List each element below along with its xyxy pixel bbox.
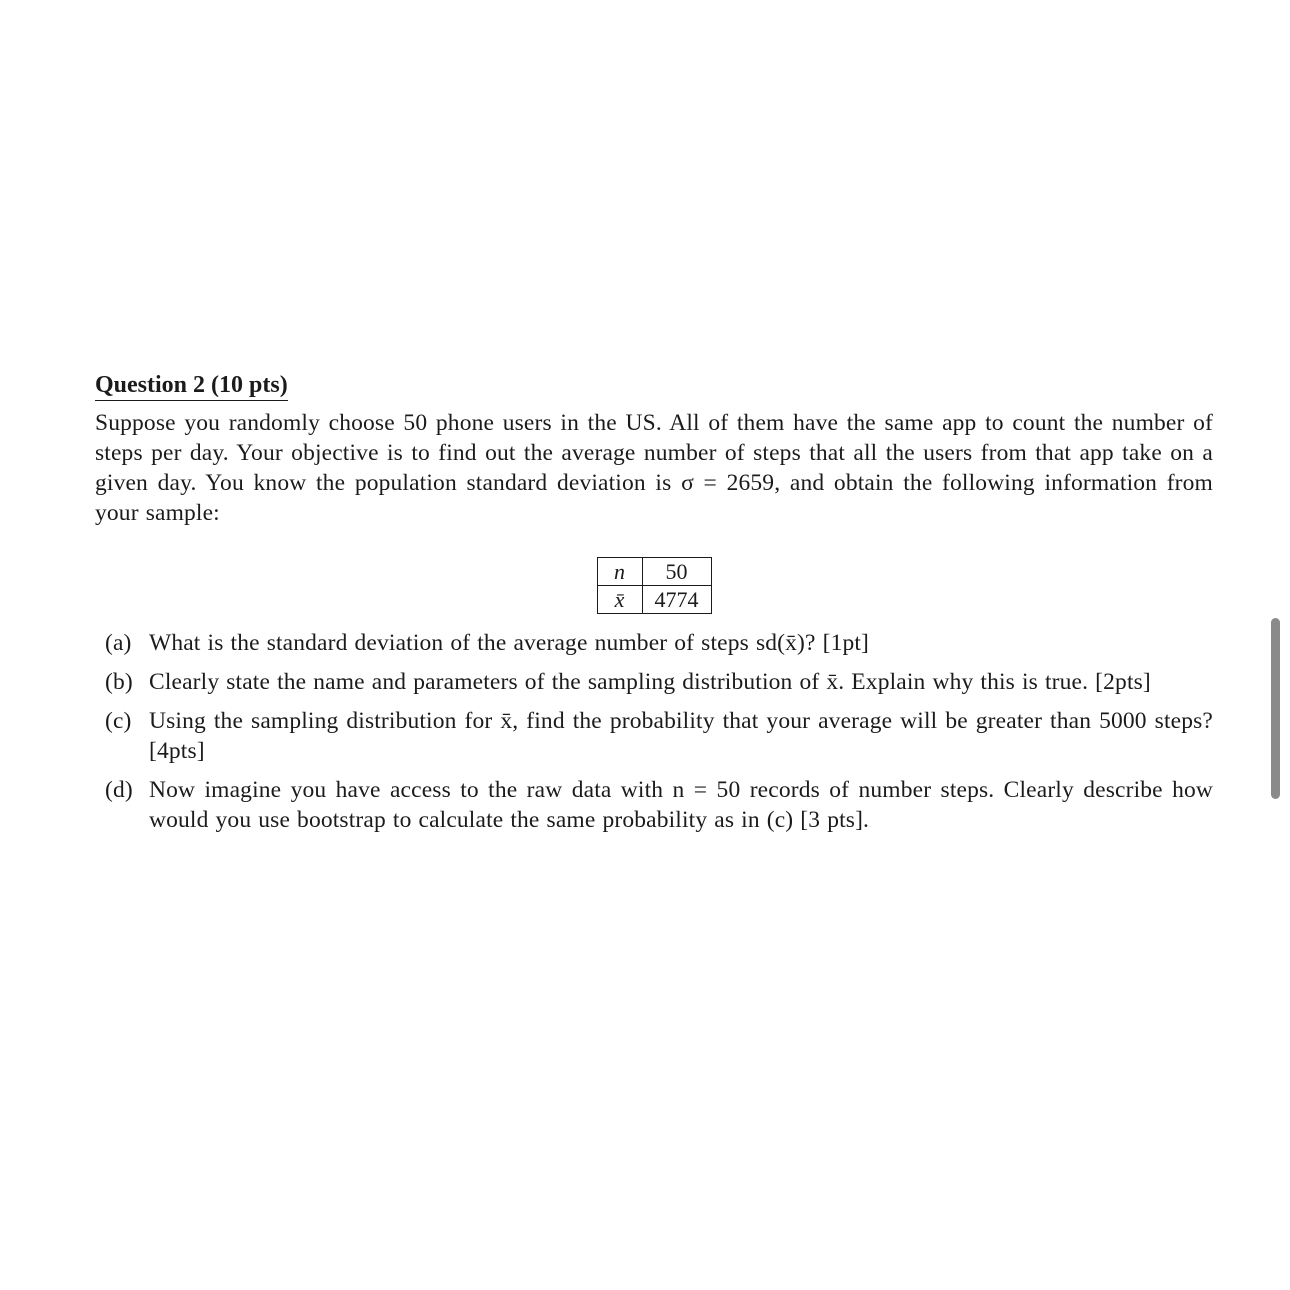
question-parts [95, 628, 1213, 835]
table-label-n: n [597, 558, 642, 586]
table-value-xbar: 4774 [642, 586, 711, 614]
part-marker-b: (b) [105, 669, 133, 695]
question-intro: Suppose you randomly choose 50 phone users in the US. All of them have the same app to count the number of steps per day. Your objective is to find out the average number of steps that all the users from that app take on a given day. You know the population standard deviation is σ = 2659, and obtain the following information from your sample: [95, 410, 1213, 526]
part-marker-d: (d) [105, 777, 133, 803]
question-heading: Question 2 (10 pts) [95, 370, 288, 401]
list-item [95, 667, 1213, 697]
list-item [95, 706, 1213, 766]
part-marker-c: (c) [105, 708, 132, 734]
sample-table-container [95, 557, 1213, 614]
list-item [95, 628, 1213, 658]
scrollbar[interactable] [1271, 618, 1280, 799]
part-text-d: Now imagine you have access to the raw data with n = 50 records of number steps. Clearly describe how would you use bootstrap to calculate the same probability as in (c) [3 pts]. [149, 777, 1213, 833]
table-row [597, 558, 711, 586]
table-row [597, 586, 711, 614]
table-label-xbar: x̄ [597, 586, 642, 614]
part-text-c: Using the sampling distribution for x̄, find the probability that your average will be greater than 5000 steps? [4pts] [149, 708, 1213, 764]
part-text-b: Clearly state the name and parameters of the sampling distribution of x̄. Explain why this is true. [2pts] [149, 669, 1151, 695]
document-page [95, 370, 1213, 844]
part-text-a: What is the standard deviation of the average number of steps sd(x̄)? [1pt] [149, 630, 870, 656]
table-value-n: 50 [642, 558, 711, 586]
sample-table [597, 557, 712, 614]
list-item [95, 775, 1213, 835]
part-marker-a: (a) [105, 630, 132, 656]
